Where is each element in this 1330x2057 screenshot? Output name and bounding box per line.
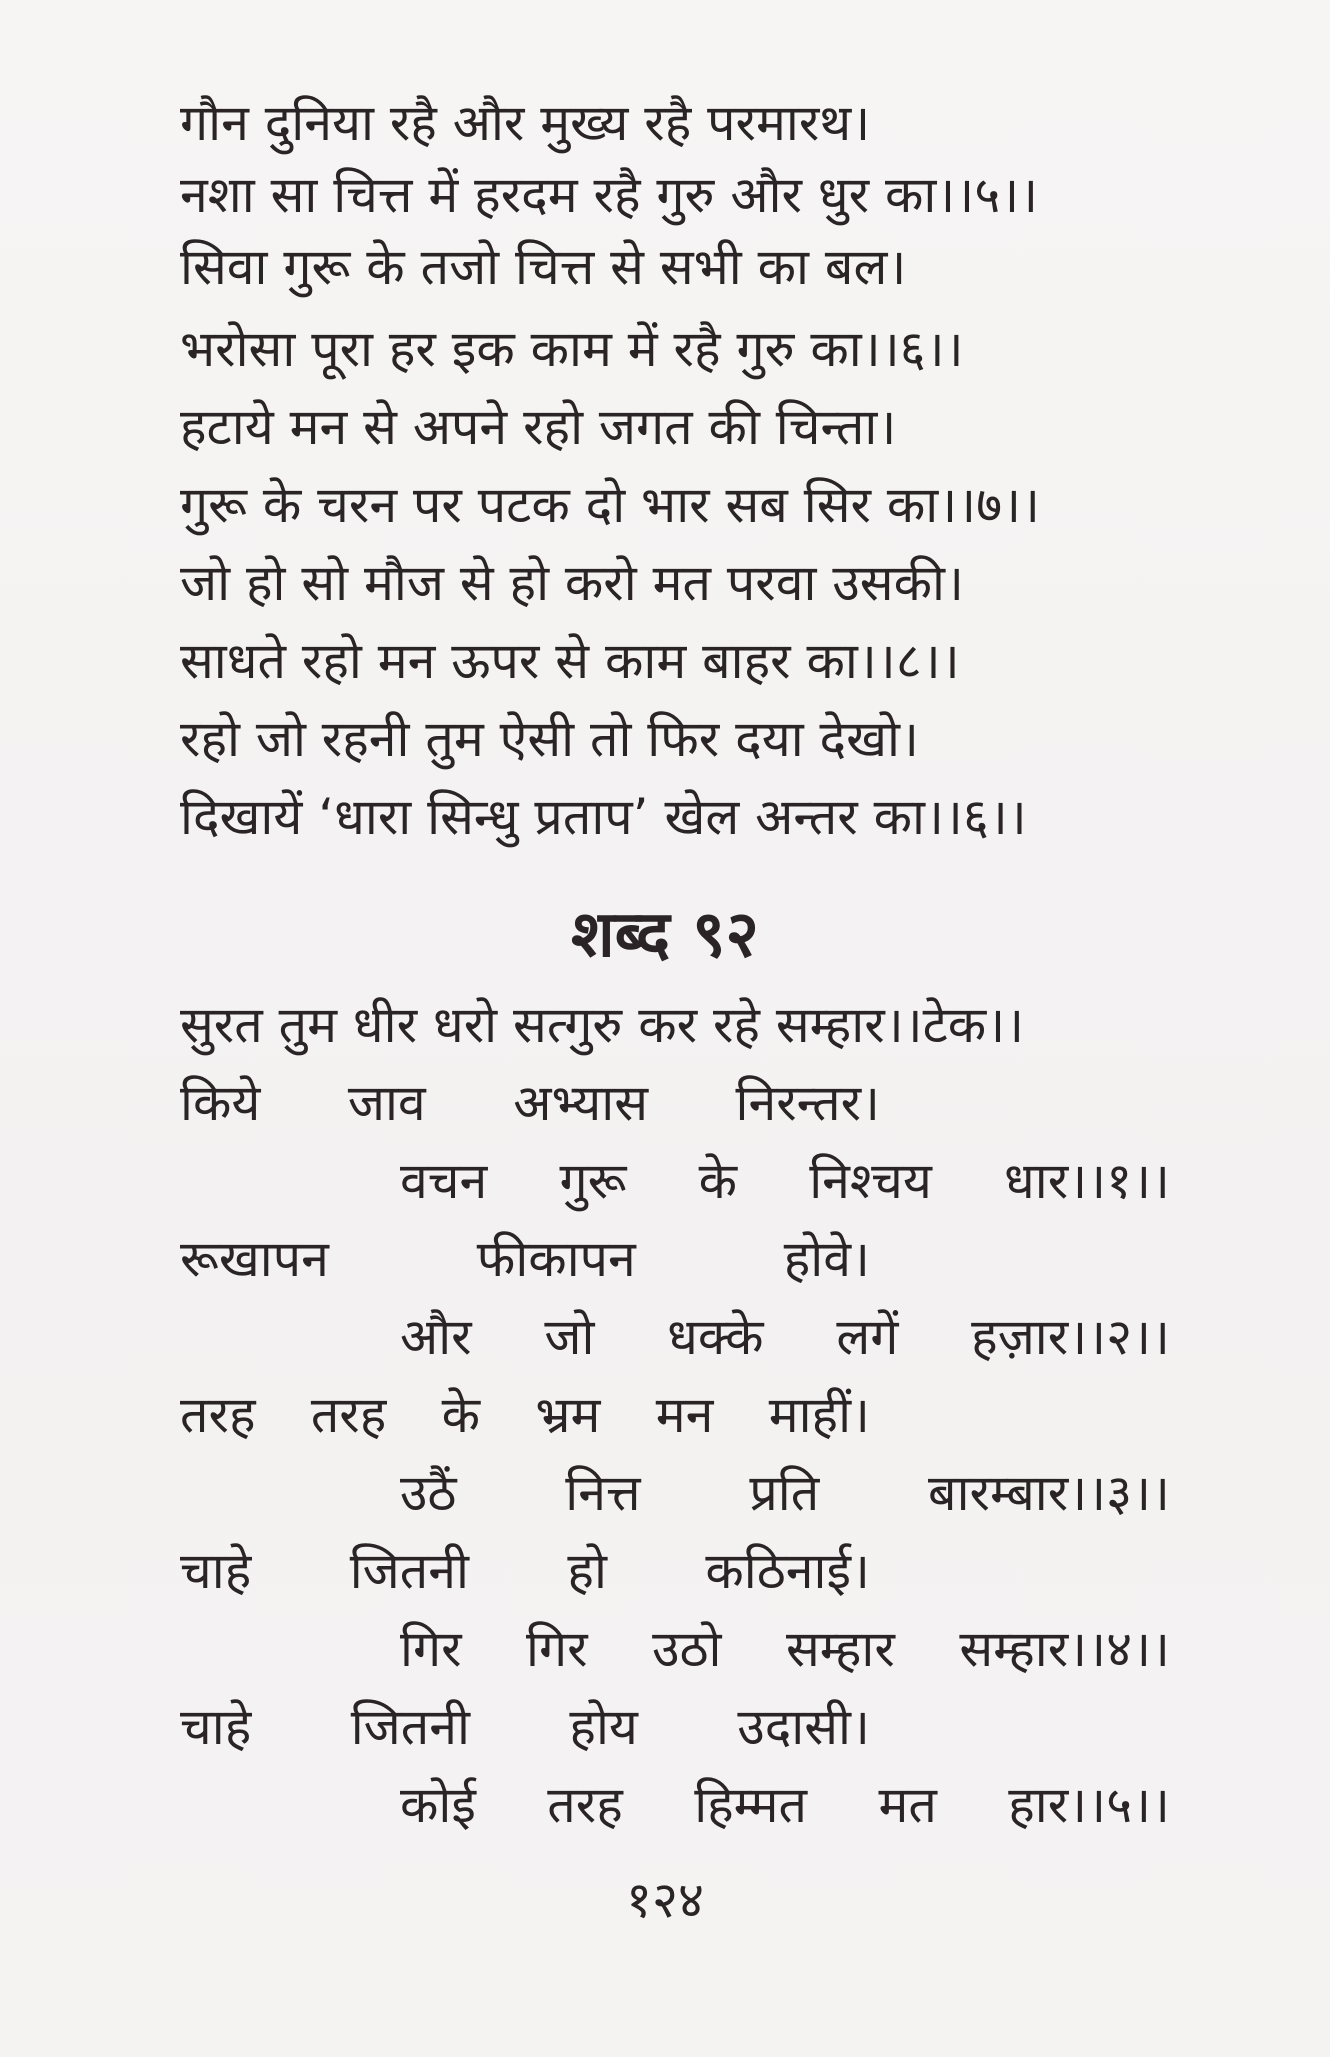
word: तरह <box>310 1386 387 1444</box>
couplet-first-line <box>180 1692 870 1762</box>
word: किये <box>180 1074 261 1132</box>
verse-line: गौन दुनिया रहै और मुख्य रहै परमारथ। <box>180 94 871 152</box>
verse-line: भरोसा पूरा हर इक काम में रहै गुरु का।।६।। <box>180 320 964 378</box>
word: होय <box>569 1698 638 1756</box>
word: और <box>400 1308 472 1366</box>
verse-line: दिखायें ‘धारा सिन्धु प्रताप’ खेल अन्तर का।।६।। <box>180 788 1027 846</box>
word: माहीं। <box>768 1386 870 1444</box>
word: मन <box>655 1386 714 1444</box>
word: जितनी <box>349 1542 469 1600</box>
couplet-first-line <box>180 1224 870 1294</box>
word: भ्रम <box>535 1386 601 1444</box>
couplet-second-line <box>400 1614 1170 1684</box>
couplet-first-line <box>180 1380 870 1450</box>
tek-line: सुरत तुम धीर धरो सत्गुरु कर रहे सम्हार।।टेक।। <box>180 996 1025 1054</box>
verse-line: जो हो सो मौज से हो करो मत परवा उसकी। <box>180 554 964 612</box>
couplet-second-line <box>400 1146 1170 1216</box>
couplet-second-line <box>400 1458 1170 1528</box>
word: प्रति <box>749 1464 820 1522</box>
couplet-second-line <box>400 1302 1170 1372</box>
verse-line: हटाये मन से अपने रहो जगत की चिन्ता। <box>180 398 897 456</box>
word: वचन <box>400 1152 488 1210</box>
word: के <box>698 1152 738 1210</box>
word: कोई <box>400 1776 476 1834</box>
verse-line: सिवा गुरू के तजो चित्त से सभी का बल। <box>180 238 907 296</box>
word: अभ्यास <box>513 1074 648 1132</box>
word: जो <box>544 1308 595 1366</box>
word: सम्हार <box>785 1620 895 1678</box>
word: होवे। <box>783 1230 870 1288</box>
word: नित्त <box>565 1464 641 1522</box>
word: बारम्बार।।३।। <box>928 1464 1170 1522</box>
word: हज़ार।।२।। <box>971 1308 1170 1366</box>
shabd-heading: शब्द ९२ <box>571 898 759 972</box>
word: गुरू <box>559 1152 627 1210</box>
word: रूखापन <box>180 1230 329 1288</box>
word: निरन्तर। <box>735 1074 880 1132</box>
verse-line: रहो जो रहनी तुम ऐसी तो फिर दया देखो। <box>180 710 919 768</box>
word: उदासी। <box>737 1698 870 1756</box>
word: फीकापन <box>476 1230 636 1288</box>
word: हिम्मत <box>694 1776 808 1834</box>
word: चाहे <box>180 1698 252 1756</box>
word: मत <box>878 1776 937 1834</box>
word: उठैं <box>400 1464 457 1522</box>
word: तरह <box>180 1386 256 1444</box>
word: जाव <box>347 1074 426 1132</box>
word: कठिनाई। <box>705 1542 870 1600</box>
verse-line: साधते रहो मन ऊपर से काम बाहर का।।८।। <box>180 632 960 690</box>
word: तरह <box>547 1776 623 1834</box>
word: गिर <box>526 1620 588 1678</box>
word: निश्चय <box>809 1152 932 1210</box>
word: लगें <box>836 1308 899 1366</box>
couplet-first-line <box>180 1536 870 1606</box>
verse-line: नशा सा चित्त में हरदम रहै गुरु और धुर का।।५।। <box>180 166 1039 224</box>
word: धार।।१।। <box>1004 1152 1170 1210</box>
word: उठो <box>652 1620 722 1678</box>
verse-line: गुरू के चरन पर पटक दो भार सब सिर का।।७।। <box>180 476 1040 534</box>
word: जितनी <box>350 1698 470 1756</box>
couplet-second-line <box>400 1770 1170 1840</box>
word: सम्हार।।४।। <box>959 1620 1170 1678</box>
word: हार।।५।। <box>1008 1776 1170 1834</box>
word: के <box>441 1386 481 1444</box>
word: धक्के <box>667 1308 764 1366</box>
word: चाहे <box>180 1542 252 1600</box>
page-number: १२४ <box>626 1871 704 1929</box>
couplet-first-line <box>180 1068 880 1138</box>
word: गिर <box>400 1620 462 1678</box>
word: हो <box>567 1542 607 1600</box>
